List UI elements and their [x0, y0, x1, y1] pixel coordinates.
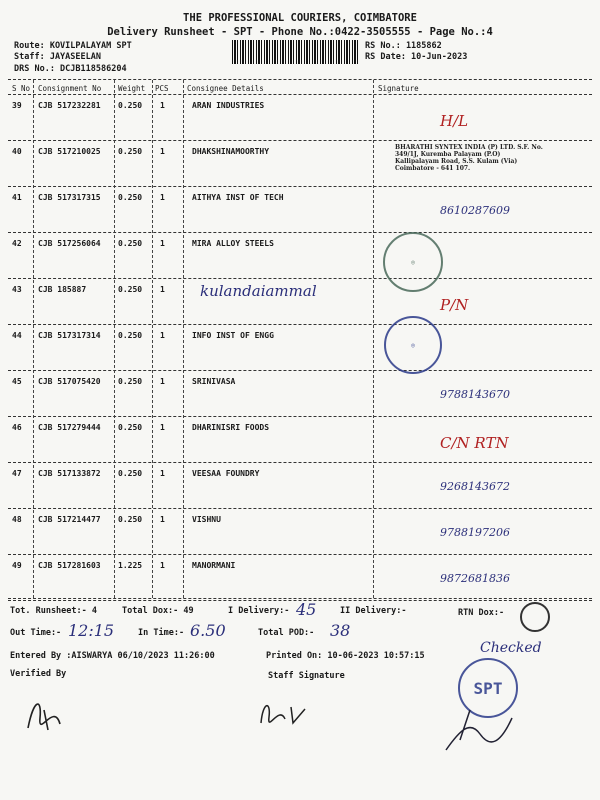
company-seal: ◎: [383, 232, 443, 292]
checked-note: Checked: [480, 640, 542, 656]
row-signature: 9268143672: [440, 480, 510, 493]
entered-by: Entered By :AISWARYA 06/10/2023 11:26:00: [10, 651, 215, 661]
row-pcs: 1: [160, 515, 165, 524]
staff-signature-label: Staff Signature: [268, 671, 345, 681]
spt-signature-scribble: [440, 700, 520, 760]
out-time-value: 12:15: [68, 621, 115, 640]
col-signature: Signature: [378, 84, 419, 93]
row-consignee: AITHYA INST OF TECH: [192, 193, 284, 202]
row-sno: 42: [12, 239, 22, 248]
row-consignment-no: CJB 517210025: [38, 147, 101, 156]
row-weight: 0.250: [118, 469, 143, 478]
row-consignee: ARAN INDUSTRIES: [192, 101, 265, 110]
row-divider: [8, 508, 592, 509]
row-divider: [8, 554, 592, 555]
spt-stamp: SPT: [458, 658, 518, 718]
row-signature: H/L: [440, 112, 469, 130]
col-divider: [33, 80, 34, 598]
row-signature: 9788197206: [440, 526, 510, 539]
drs-number: DRS No.: DCJB118586204: [14, 64, 127, 74]
row-pcs: 1: [160, 101, 165, 110]
route-label: Route: KOVILPALAYAM SPT: [14, 41, 132, 51]
table-top-rule: [8, 79, 592, 80]
col-divider: [152, 80, 153, 598]
col-consignee: Consignee Details: [187, 84, 264, 93]
col-consignment: Consignment No: [38, 84, 102, 93]
row-consignment-no: CJB 517281603: [38, 561, 101, 570]
row-pcs: 1: [160, 469, 165, 478]
circle-mark: [520, 602, 550, 632]
row-pcs: 1: [160, 193, 165, 202]
row-pcs: 1: [160, 423, 165, 432]
in-time-label: In Time:-: [138, 628, 185, 638]
row-signature: P/N: [440, 296, 469, 314]
verified-by: Verified By: [10, 669, 67, 679]
barcode: [232, 40, 358, 64]
row-pcs: 1: [160, 239, 165, 248]
table-header-rule: [8, 94, 592, 95]
row-weight: 0.250: [118, 193, 143, 202]
row-sno: 49: [12, 561, 22, 570]
row-divider: [8, 232, 592, 233]
row-consignment-no: CJB 517075420: [38, 377, 101, 386]
verifier-signature: [20, 688, 70, 738]
staff-signature-scribble: [255, 695, 315, 729]
runsheet-subtitle: Delivery Runsheet - SPT - Phone No.:0422-3505555 - Page No.:4: [107, 26, 493, 38]
row-sno: 48: [12, 515, 22, 524]
row-weight: 0.250: [118, 377, 143, 386]
row-weight: 0.250: [118, 515, 143, 524]
total-runsheet: Tot. Runsheet:- 4: [10, 606, 97, 616]
total-dox: Total Dox:- 49: [122, 606, 194, 616]
row-sno: 45: [12, 377, 22, 386]
row-pcs: 1: [160, 147, 165, 156]
row-divider: [8, 416, 592, 417]
row-consignee: INFO INST OF ENGG: [192, 331, 274, 340]
rs-date: RS Date: 10-Jun-2023: [365, 52, 468, 62]
row-consignment-no: CJB 517214477: [38, 515, 101, 524]
row-signature: 8610287609: [440, 204, 510, 217]
row-sno: 46: [12, 423, 22, 432]
row-pcs: 1: [160, 561, 165, 570]
row-sno: 41: [12, 193, 22, 202]
row-divider: [8, 370, 592, 371]
row-sno: 40: [12, 147, 22, 156]
col-pcs: PCS: [155, 84, 169, 93]
out-time-label: Out Time:-: [10, 628, 62, 638]
company-title: THE PROFESSIONAL COURIERS, COIMBATORE: [183, 12, 417, 24]
row-weight: 0.250: [118, 331, 143, 340]
col-divider: [183, 80, 184, 598]
row-weight: 0.250: [118, 423, 143, 432]
row-divider: [8, 140, 592, 141]
row-consignee: DHARINISRI FOODS: [192, 423, 270, 432]
row-consignee: SRINIVASA: [192, 377, 236, 386]
row-pcs: 1: [160, 331, 165, 340]
row-divider: [8, 278, 592, 279]
row-consignment-no: CJB 517317315: [38, 193, 101, 202]
row-consignment-no: CJB 517279444: [38, 423, 101, 432]
col-sno: S No: [12, 84, 31, 93]
row-consignment-no: CJB 185887: [38, 285, 87, 294]
row-consignee: VISHNU: [192, 515, 221, 524]
row-divider: [8, 186, 592, 187]
printed-on: Printed On: 10-06-2023 10:57:15: [266, 651, 425, 661]
table-bottom-rule: [8, 598, 592, 599]
row-consignment-no: CJB 517133872: [38, 469, 101, 478]
row-pcs: 1: [160, 285, 165, 294]
row-signature: C/N RTN: [440, 434, 509, 452]
row-consignee: VEESAA FOUNDRY: [192, 469, 260, 478]
row-sno: 39: [12, 101, 22, 110]
row-divider: [8, 324, 592, 325]
row-consignee: DHAKSHINAMOORTHY: [192, 147, 270, 156]
row-weight: 0.250: [118, 285, 143, 294]
row-consignment-no: CJB 517317314: [38, 331, 101, 340]
i-delivery-value: 45: [296, 600, 317, 619]
ii-delivery-label: II Delivery:-: [340, 606, 407, 616]
row-signature: 9788143670: [440, 388, 510, 401]
row-consignee: MIRA ALLOY STEELS: [192, 239, 274, 248]
row-consignment-no: CJB 517256064: [38, 239, 101, 248]
row-consignment-no: CJB 517232281: [38, 101, 101, 110]
total-pod-value: 38: [330, 621, 351, 640]
row-signature: 9872681836: [440, 572, 510, 585]
row-sno: 44: [12, 331, 22, 340]
row-weight: 0.250: [118, 239, 143, 248]
row-consignee: MANORMANI: [192, 561, 236, 570]
total-pod-label: Total POD:-: [258, 628, 315, 638]
staff-label: Staff: JAYASEELAN: [14, 52, 101, 62]
rs-number: RS No.: 1185862: [365, 41, 442, 51]
col-divider: [373, 80, 374, 598]
row-weight: 0.250: [118, 101, 143, 110]
row-sno: 47: [12, 469, 22, 478]
institution-seal: ◎: [384, 316, 442, 374]
row-divider: [8, 462, 592, 463]
row-weight: 1.225: [118, 561, 143, 570]
rtn-dox: RTN Dox:-: [458, 608, 505, 618]
i-delivery-label: I Delivery:-: [228, 606, 290, 616]
in-time-value: 6.50: [190, 621, 226, 640]
row-signature: BHARATHI SYNTEX INDIA (P) LTD. S.F. No. 349/1J, Kuremba Palayam (P.O) Kallipalayam Road, S.S. Kulam (Via) Coimbatore - 641 107.: [395, 144, 543, 172]
col-divider: [114, 80, 115, 598]
col-weight: Weight: [118, 84, 146, 93]
row-consignee: kulandaiammal: [200, 282, 317, 300]
row-sno: 43: [12, 285, 22, 294]
row-pcs: 1: [160, 377, 165, 386]
row-weight: 0.250: [118, 147, 143, 156]
